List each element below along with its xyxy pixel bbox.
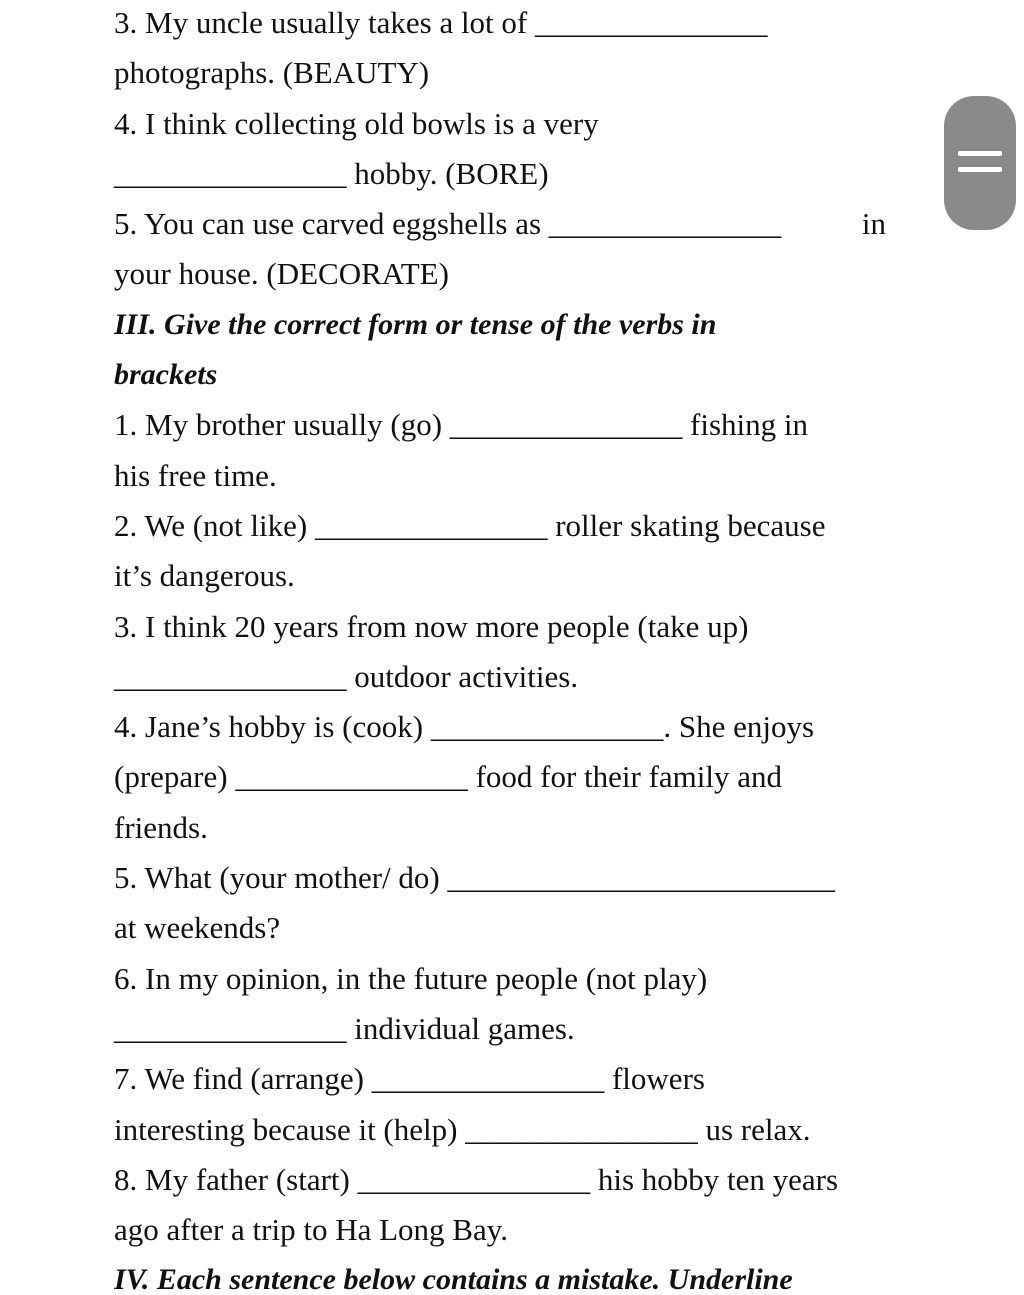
exercise-line: your house. (DECORATE): [114, 256, 449, 292]
exercise-line: it’s dangerous.: [114, 558, 295, 594]
exercise-line: 3. I think 20 years from now more people (take up): [114, 608, 749, 644]
exercise-line: 4. Jane’s hobby is (cook) _______________. She enjoys: [114, 709, 815, 745]
scroll-handle[interactable]: [944, 96, 1016, 230]
exercise-line: (prepare) _______________ food for their family and: [114, 759, 783, 795]
grip-icon: [958, 151, 1002, 156]
exercise-line: 1. My brother usually (go) _______________ fishing in: [114, 407, 809, 443]
exercise-line: _______________ hobby. (BORE): [114, 155, 549, 191]
exercise-line: 5. What (your mother/ do) _________________________: [114, 860, 835, 896]
exercise-line: _______________ outdoor activities.: [114, 658, 579, 694]
exercise-line: 4. I think collecting old bowls is a very: [114, 105, 599, 141]
section-heading: III. Give the correct form or tense of the verbs in: [114, 307, 717, 341]
exercise-line-right: in: [861, 206, 886, 242]
exercise-line: interesting because it (help) _______________ us relax.: [114, 1111, 811, 1147]
worksheet-page: [114, 0, 914, 1295]
exercise-line-left: 5. You can use carved eggshells as _______________: [114, 206, 782, 242]
section-heading: brackets: [114, 358, 218, 392]
exercise-line: friends.: [114, 809, 208, 845]
exercise-line: 2. We (not like) _______________ roller skating because: [114, 507, 826, 543]
exercise-line: 6. In my opinion, in the future people (not play): [114, 960, 708, 996]
exercise-line: [114, 199, 886, 249]
grip-icon: [958, 167, 1002, 172]
exercise-line: at weekends?: [114, 910, 281, 946]
exercise-line: ago after a trip to Ha Long Bay.: [114, 1212, 508, 1248]
exercise-line: _______________ individual games.: [114, 1010, 575, 1046]
exercise-line: 8. My father (start) _______________ his hobby ten years: [114, 1161, 839, 1197]
exercise-line: 7. We find (arrange) _______________ flowers: [114, 1061, 705, 1097]
exercise-line: 3. My uncle usually takes a lot of _______________: [114, 5, 768, 40]
exercise-line: his free time.: [114, 457, 277, 493]
exercise-line: photographs. (BEAUTY): [114, 55, 430, 91]
section-heading: IV. Each sentence below contains a mistake. Underline: [114, 1263, 793, 1295]
